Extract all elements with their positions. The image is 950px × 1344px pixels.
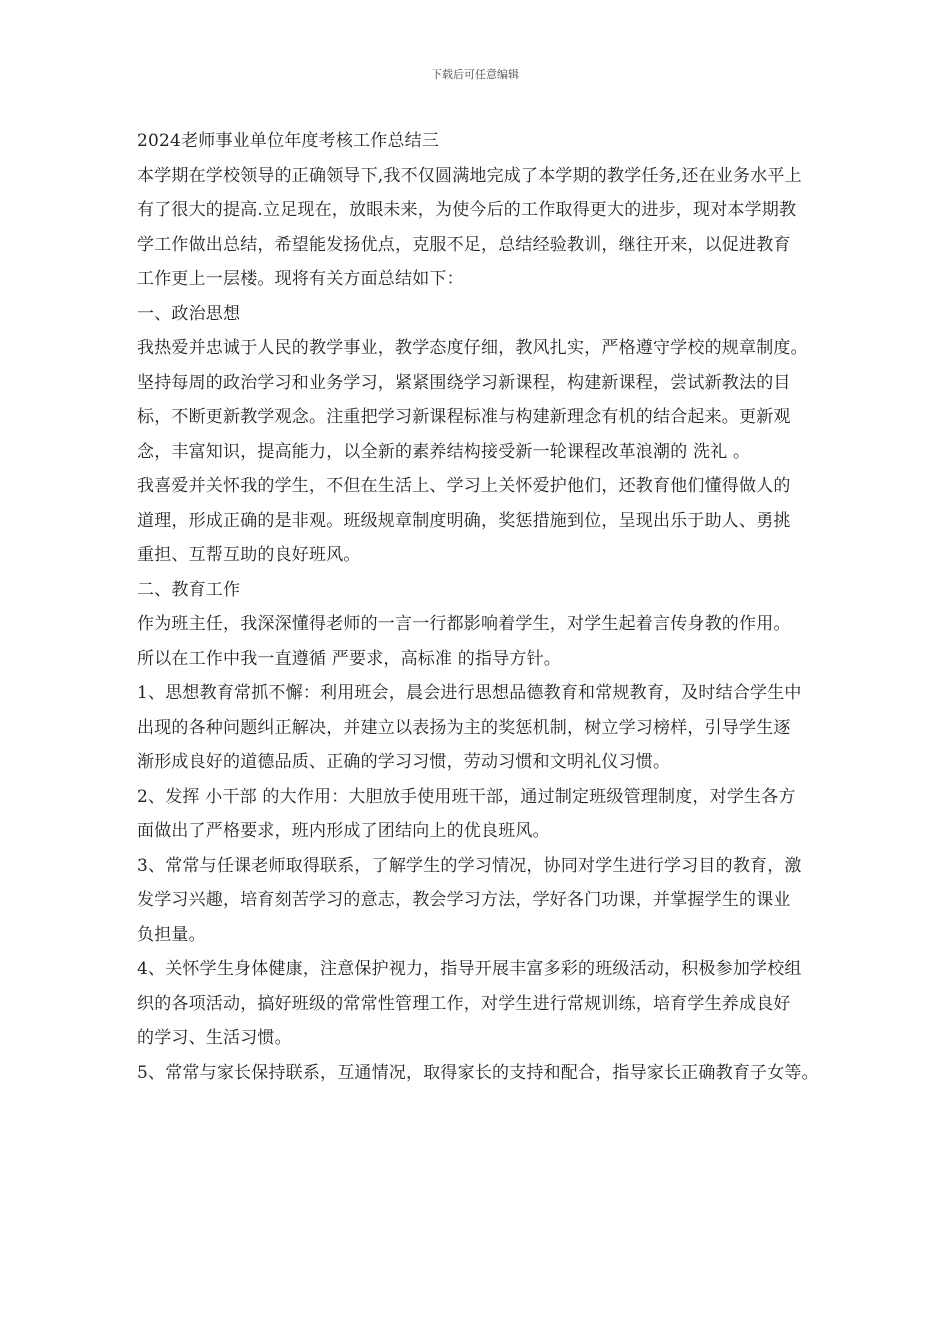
section-heading-education: 二、教育工作 — [137, 579, 241, 600]
text-line: 3、常常与任课老师取得联系，了解学生的学习情况，协同对学生进行学习目的教育，激 — [137, 855, 802, 876]
text-line: 重担、互帮互助的良好班风。 — [137, 545, 361, 565]
text-line: 面做出了严格要求，班内形成了团结向上的优良班风。 — [137, 821, 550, 841]
document-title: 2024老师事业单位年度考核工作总结三 — [137, 131, 440, 151]
text-line: 的学习、生活习惯。 — [137, 1028, 292, 1048]
text-line: 所以在工作中我一直遵循 严要求，高标准 的指导方针。 — [137, 648, 562, 669]
text-line: 念，丰富知识，提高能力，以全新的素养结构接受新一轮课程改革浪潮的 洗礼 。 — [137, 441, 751, 462]
text-line: 织的各项活动，搞好班级的常常性管理工作，对学生进行常规训练，培育学生养成良好 — [137, 993, 791, 1014]
text-line: 我热爱并忠诚于人民的教学事业，教学态度仔细，教风扎实，严格遵守学校的规章制度。 — [137, 338, 808, 358]
text-line: 学工作做出总结，希望能发扬优点，克服不足，总结经验教训，继往开来，以促进教育 — [137, 234, 791, 255]
text-line: 本学期在学校领导的正确领导下,我不仅圆满地完成了本学期的教学任务,还在业务水平上 — [137, 165, 802, 186]
text-line: 有了很大的提高.立足现在，放眼未来，为使今后的工作取得更大的进步，现对本学期教 — [137, 200, 797, 220]
text-line: 工作更上一层楼。现将有关方面总结如下： — [137, 269, 464, 289]
text-line: 道理，形成正确的是非观。班级规章制度明确，奖惩措施到位，呈现出乐于助人、勇挑 — [137, 510, 791, 531]
header-note: 下载后可任意编辑 — [431, 68, 519, 81]
text-line: 2、发挥 小干部 的大作用：大胆放手使用班干部，通过制定班级管理制度，对学生各方 — [137, 786, 796, 807]
text-line: 4、关怀学生身体健康，注意保护视力，指导开展丰富多彩的班级活动，积极参加学校组 — [137, 959, 802, 979]
text-line: 我喜爱并关怀我的学生，不但在生活上、学习上关怀爱护他们，还教育他们懂得做人的 — [137, 476, 791, 496]
text-line: 5、常常与家长保持联系，互通情况，取得家长的支持和配合，指导家长正确教育子女等。 — [137, 1062, 819, 1083]
text-line: 坚持每周的政治学习和业务学习，紧紧围绕学习新课程，构建新课程，尝试新教法的目 — [137, 372, 791, 393]
document-body — [137, 124, 897, 1090]
text-line: 作为班主任，我深深懂得老师的一言一行都影响着学生，对学生起着言传身教的作用。 — [137, 614, 791, 634]
text-line: 发学习兴趣，培育刻苦学习的意志，教会学习方法，学好各门功课，并掌握学生的课业 — [137, 890, 791, 910]
section-heading-politics: 一、政治思想 — [137, 303, 241, 324]
text-line: 渐形成良好的道德品质、正确的学习习惯，劳动习惯和文明礼仪习惯。 — [137, 752, 671, 772]
text-line: 负担量。 — [137, 924, 206, 945]
text-line: 1、思想教育常抓不懈：利用班会，晨会进行思想品德教育和常规教育，及时结合学生中 — [137, 683, 802, 703]
text-line: 出现的各种问题纠正解决，并建立以表扬为主的奖惩机制，树立学习榜样，引导学生逐 — [137, 717, 791, 738]
text-line: 标，不断更新教学观念。注重把学习新课程标准与构建新理念有机的结合起来。更新观 — [137, 407, 791, 427]
